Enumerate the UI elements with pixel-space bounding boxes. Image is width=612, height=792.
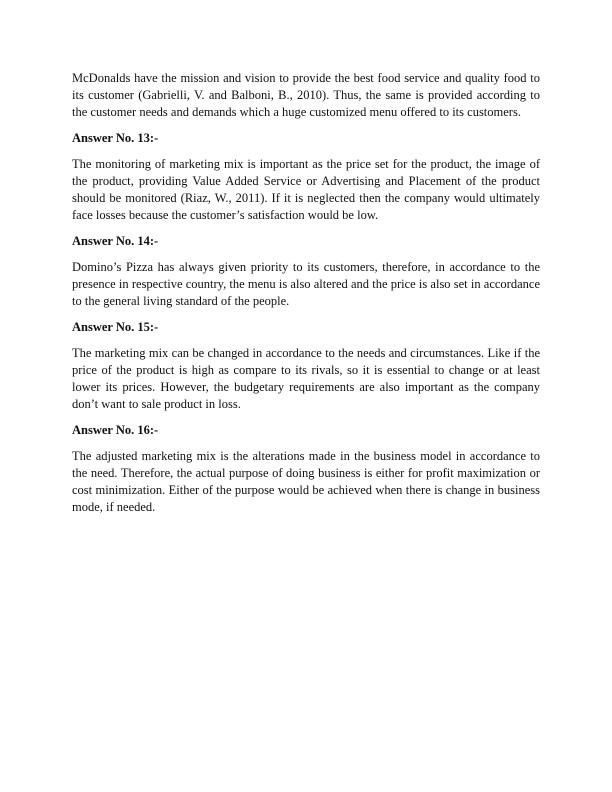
answer-14-heading: Answer No. 14:- (72, 234, 159, 248)
answer-15-heading: Answer No. 15:- (72, 320, 159, 334)
answer-16-heading: Answer No. 16:- (72, 423, 159, 437)
answer-13-body: The monitoring of marketing mix is important as the price set for the product, the image of the product, providing Value Added Service or Advertising and Placement of the product should be monitored (Riaz, W., 2011). If it is neglected then the company would ultimately face losses because the customer’s satisfaction would be low. (72, 157, 540, 222)
answer-16-body: The adjusted marketing mix is the alterations made in the business model in accordance to the need. Therefore, the actual purpose of doing business is either for profit maximization or cost minimization. Either of the purpose would be achieved when there is change in business mode, if needed. (72, 449, 540, 514)
answer-15-body: The marketing mix can be changed in accordance to the needs and circumstances. Like if the price of the product is high as compare to its rivals, so it is essential to change or at least lower its prices. However, the budgetary requirements are also important as the company don’t want to sale product in loss. (72, 346, 540, 411)
intro-paragraph: McDonalds have the mission and vision to provide the best food service and quality food to its customer (Gabrielli, V. and Balboni, B., 2010). Thus, the same is provided according to the customer needs and demands which a huge customized menu offered to its customers. (72, 71, 540, 119)
answer-14-body: Domino’s Pizza has always given priority to its customers, therefore, in accordance to the presence in respective country, the menu is also altered and the price is also set in accordance to the general living standard of the people. (72, 260, 540, 308)
document-body (72, 70, 540, 525)
answer-13-heading: Answer No. 13:- (72, 131, 159, 145)
